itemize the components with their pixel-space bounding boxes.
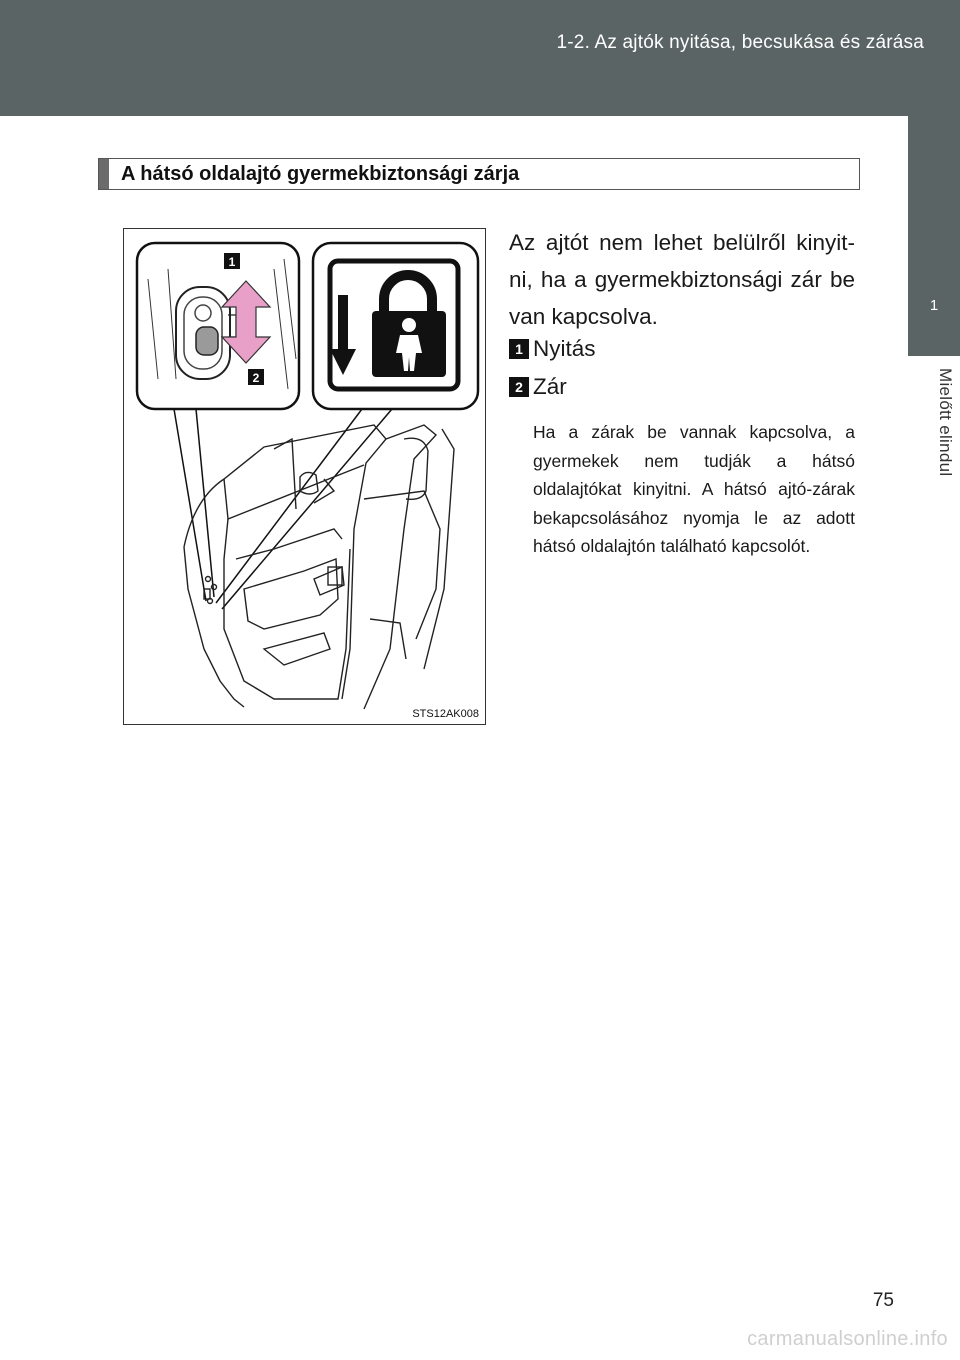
page-number: 75 xyxy=(872,1290,894,1311)
section-header-bar xyxy=(99,159,109,189)
child-lock-illustration xyxy=(124,229,484,723)
note-paragraph: Ha a zárak be vannak kapcsolva, a gyermekek nem tudják a hátsó oldalajtókat kinyitni. A hátsó ajtó-zárak bekapcsolásához nyomja le az adott hátsó oldalajtón található kapcsolót. xyxy=(533,422,855,556)
section-title: A hátsó oldalajtó gyermekbiztonsági zárja xyxy=(121,162,520,185)
running-header: 1-2. Az ajtók nyitása, becsukása és zárása xyxy=(556,32,924,53)
side-tab-strip xyxy=(908,116,960,256)
child-head-icon xyxy=(402,318,416,332)
list-item-lock xyxy=(509,374,567,400)
callout-1-label: 1 xyxy=(228,255,236,269)
callout-2-label: 2 xyxy=(252,371,260,385)
header-band xyxy=(0,0,960,116)
open-door-drawing xyxy=(184,425,454,709)
list-item-open xyxy=(509,336,596,362)
section-header xyxy=(98,158,860,190)
item-label-open: Nyitás xyxy=(533,336,596,361)
watermark: carmanualsonline.info xyxy=(747,1328,948,1350)
item-label-lock: Zár xyxy=(533,374,567,399)
chapter-tab[interactable]: 1 xyxy=(908,256,960,356)
item-number-badge: 1 xyxy=(509,339,529,359)
intro-paragraph: Az ajtót nem lehet belülről kinyit-ni, ha a gyermekbiztonsági zár be van kapcsolva. xyxy=(509,230,855,329)
chapter-label: Mielőtt elindul xyxy=(936,368,955,477)
item-number-badge: 2 xyxy=(509,377,529,397)
child-lock-figure xyxy=(123,228,486,725)
figure-code: STS12AK008 xyxy=(412,708,479,720)
switch-lever xyxy=(196,327,218,355)
